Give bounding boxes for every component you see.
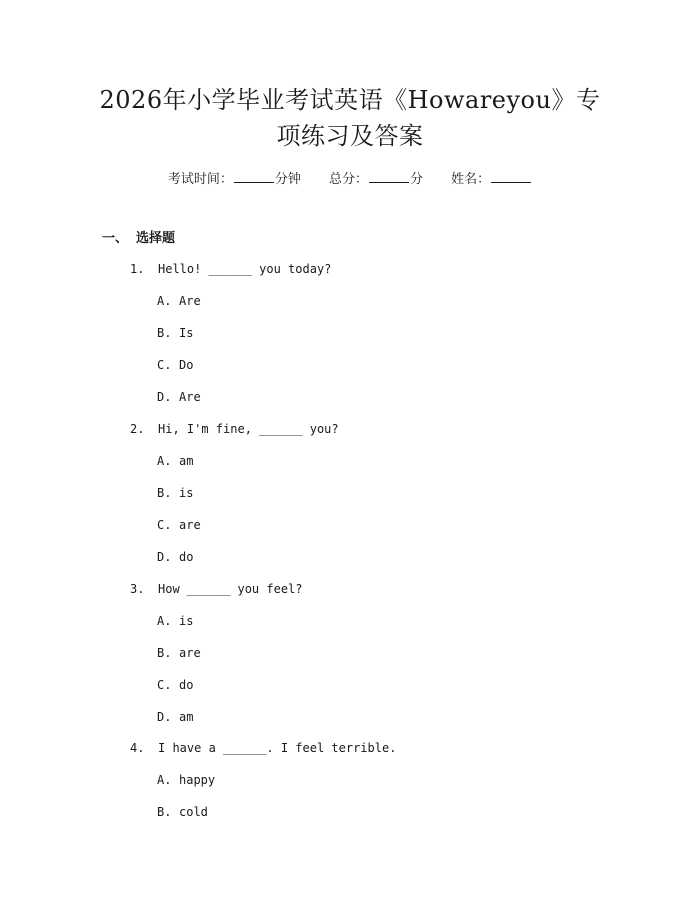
exam-score-blank: [369, 168, 409, 183]
section-number: 一、: [102, 231, 129, 246]
question-3-option-b: [157, 644, 201, 662]
option-letter: A.: [157, 454, 172, 468]
option-text: Is: [179, 326, 194, 340]
question-text: How ______ you feel?: [158, 582, 303, 596]
question-1-option-b: [157, 324, 193, 342]
question-2-option-a: [157, 452, 193, 470]
option-letter: B.: [157, 486, 172, 500]
question-3-option-a: [157, 612, 193, 630]
exam-time-blank: [234, 168, 274, 183]
option-letter: C.: [157, 518, 172, 532]
question-4-option-a: [157, 771, 215, 789]
option-letter: D.: [157, 710, 172, 724]
question-3-option-c: [157, 676, 193, 694]
exam-score-label: 总分：: [328, 172, 368, 187]
question-1: [130, 260, 331, 278]
exam-time-label: 考试时间：: [167, 172, 233, 187]
exam-name: [451, 168, 532, 190]
question-2: [130, 420, 339, 438]
option-text: Do: [179, 358, 194, 372]
exam-name-blank: [491, 168, 531, 183]
option-text: am: [179, 710, 194, 724]
option-letter: B.: [157, 326, 172, 340]
section-heading: [102, 229, 175, 249]
question-number: 4.: [130, 741, 145, 755]
question-3-option-d: [157, 708, 193, 726]
question-1-option-a: [157, 292, 201, 310]
option-letter: A.: [157, 773, 172, 787]
question-3: [130, 580, 303, 598]
option-letter: C.: [157, 358, 172, 372]
option-text: do: [179, 678, 194, 692]
option-text: do: [179, 550, 194, 564]
question-number: 3.: [130, 582, 145, 596]
option-letter: B.: [157, 805, 172, 819]
option-text: cold: [179, 805, 208, 819]
question-2-option-b: [157, 484, 193, 502]
option-letter: A.: [157, 614, 172, 628]
document-title-line-2: 项练习及答案: [276, 122, 424, 150]
question-4: [130, 739, 396, 757]
question-number: 1.: [130, 262, 145, 276]
option-text: is: [179, 614, 194, 628]
question-4-option-b: [157, 803, 208, 821]
option-letter: D.: [157, 550, 172, 564]
exam-score: [329, 168, 423, 190]
question-1-option-c: [157, 356, 193, 374]
option-letter: A.: [157, 294, 172, 308]
document-title-line-1: 2026年小学毕业考试英语《Howareyou》专: [99, 86, 601, 114]
option-letter: C.: [157, 678, 172, 692]
option-text: Are: [179, 294, 201, 308]
exam-time-unit: 分钟: [274, 172, 301, 187]
exam-name-label: 姓名：: [451, 172, 491, 187]
option-text: are: [179, 646, 201, 660]
question-text: Hello! ______ you today?: [158, 262, 332, 276]
question-text: Hi, I'm fine, ______ you?: [158, 422, 339, 436]
exam-meta: [0, 168, 700, 190]
option-text: are: [179, 518, 201, 532]
option-text: is: [179, 486, 194, 500]
question-number: 2.: [130, 422, 145, 436]
question-2-option-c: [157, 516, 201, 534]
question-1-option-d: [157, 388, 201, 406]
option-text: Are: [179, 390, 201, 404]
option-letter: D.: [157, 390, 172, 404]
question-2-option-d: [157, 548, 193, 566]
option-text: happy: [179, 773, 216, 787]
exam-time: [168, 168, 301, 190]
question-text: I have a ______. I feel terrible.: [158, 741, 397, 755]
section-title: 选择题: [136, 231, 176, 246]
exam-score-unit: 分: [410, 172, 424, 187]
option-text: am: [179, 454, 194, 468]
option-letter: B.: [157, 646, 172, 660]
